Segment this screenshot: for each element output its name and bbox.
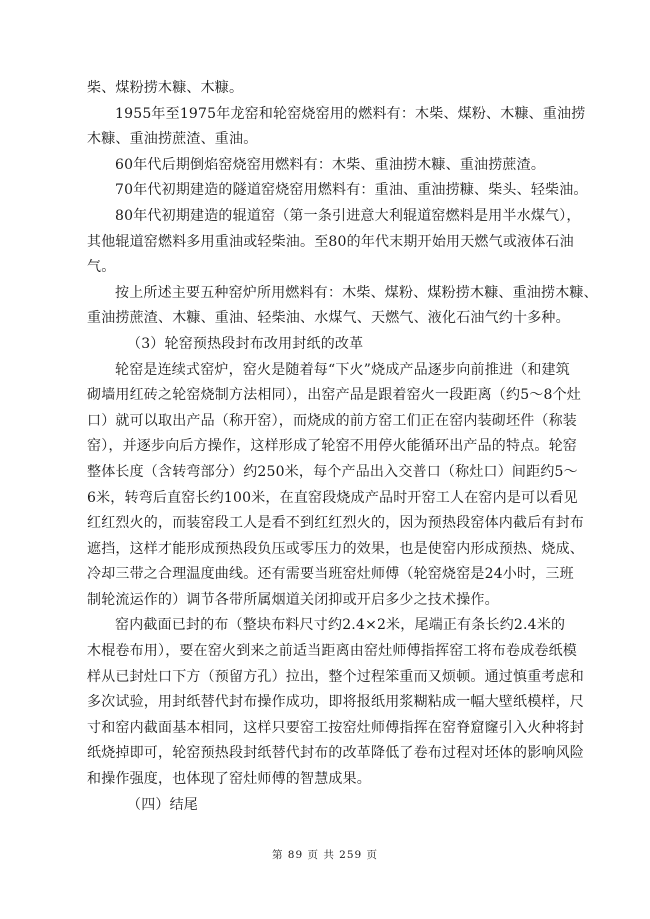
text-line: 轮窑是连续式窑炉，窑火是随着每“下火”烧成产品逐步向前推进（和建筑 [115, 361, 570, 378]
text-line: 80年代初期建造的辊道窑（第一条引进意大利辊道窑燃料是用半水煤气）， [115, 207, 581, 224]
text-line: 多次试验，用封纸替代封布操作成功，即将报纸用浆糊粘成一幅大壁纸模样，尺 [87, 694, 584, 711]
text-line: 冷却三带之合理温度曲线。还有需要当班窑灶师傅（轮窑烧窑是24小时，三班 [87, 566, 574, 583]
page-number-footer: 第 89 页 共 259 页 [271, 849, 379, 861]
text-line: 1955年至1975年龙窑和轮窑烧窑用的燃料有：木柴、煤粉、木糠、重油捞 [115, 105, 586, 122]
text-line: 6米，转弯后直窑长约100米，在直窑段烧成产品时开窑工人在窑内是可以看见 [87, 489, 578, 506]
text-line: 按上所述主要五种窑炉所用燃料有：木柴、煤粉、煤粉捞木糠、重油捞木糠、 [115, 284, 598, 301]
text-line: 重油捞蔗渣、木糠、重油、轻柴油、水煤气、天燃气、液化石油气约十多种。 [87, 310, 570, 327]
text-line: 寸和窑内截面基本相同，这样只要窑工按窑灶师傅指挥在窑脊窟窿引入火种将封 [87, 719, 584, 736]
text-line: 样从已封灶口下方（预留方孔）拉出，整个过程笨重而又烦顿。通过慎重考虑和 [87, 668, 584, 685]
section-heading: （四）结尾 [127, 796, 198, 813]
text-line: 其他辊道窑燃料多用重油或轻柴油。至80的年代末期开始用天燃气或液体石油 [87, 233, 574, 250]
text-line: 窑内截面已封的布（整块布料尺寸约2.4×2米，尾端正有条长约2.4米的 [115, 617, 566, 634]
text-line: 窑），并逐步向后方操作，这样形成了轮窑不用停火能循环出产品的特点。轮窑 [87, 438, 577, 455]
text-line: 60年代后期倒焰窑烧窑用燃料有：木柴、重油捞木糠、重油捞蔗渣。 [115, 156, 546, 173]
text-line: 砌墙用红砖之轮窑烧制方法相同），出窑产品是跟着窑火一段距离（约5～8个灶 [87, 387, 582, 404]
text-line: 木糠、重油捞蔗渣、重油。 [87, 131, 258, 148]
text-line: 和操作强度，也体现了窑灶师傅的智慧成果。 [87, 771, 371, 788]
text-line: 制轮流运作的）调节各带所属烟道关闭抑或开启多少之技术操作。 [87, 591, 499, 608]
text-line: 红红烈火的，而装窑段工人是看不到红红烈火的，因为预热段窑体内截后有封布 [87, 515, 584, 532]
text-line: 纸烧掉即可，轮窑预热段封纸替代封布的改革降低了卷布过程对坯体的影响风险 [87, 745, 584, 762]
text-line: 遮挡，这样才能形成预热段负压或零压力的效果，也是使窑内形成预热、烧成、 [87, 540, 584, 557]
text-line: 70年代初期建造的隧道窑烧窑用燃料有：重油、重油捞糠、柴头、轻柴油。 [115, 182, 588, 199]
text-line: 整体长度（含转弯部分）约250米，每个产品出入交普口（称灶口）间距约5～ [87, 463, 578, 480]
text-line: 柴、煤粉捞木糠、木糠。 [87, 80, 244, 96]
section-heading: （3）轮窑预热段封布改用封纸的改革 [127, 335, 364, 352]
document-body [87, 76, 598, 818]
text-line: 口）就可以取出产品（称开窑），而烧成的前方窑工们正在窑内装砌坯件（称装 [87, 412, 577, 429]
text-line: 气。 [87, 259, 116, 276]
text-line: 木棍卷布用），要在窑火到来之前适当距离由窑灶师傅指挥窑工将布卷成卷纸模 [87, 643, 577, 660]
